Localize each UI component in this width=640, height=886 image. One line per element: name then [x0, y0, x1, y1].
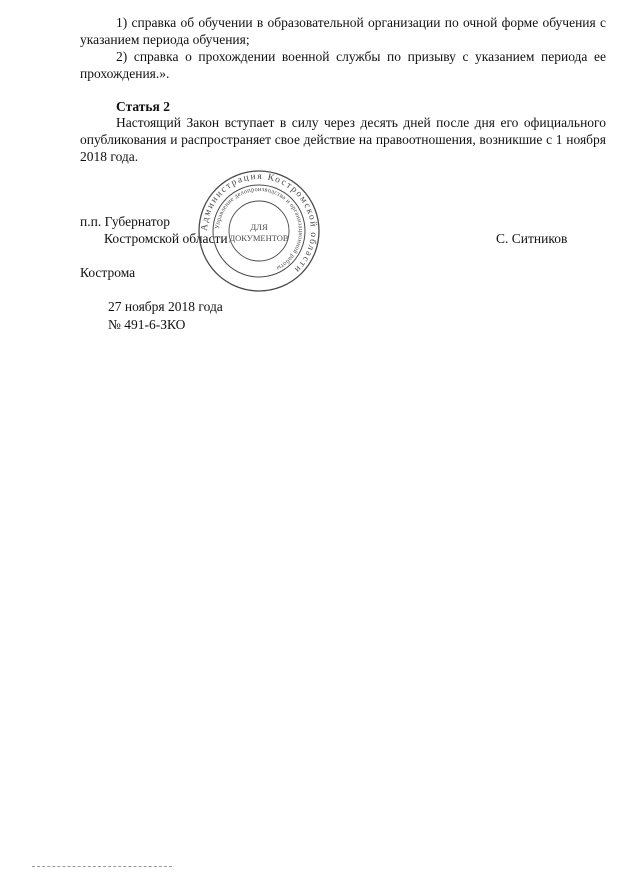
- list-item-2: 2) справка о прохождении военной службы по призыву с указанием периода ее прохождения.».: [80, 49, 606, 81]
- signature-title-line1: п.п. Губернатор: [80, 214, 170, 229]
- law-date: 27 ноября 2018 года: [108, 299, 223, 314]
- seal-center-line2: ДОКУМЕНТОВ: [229, 233, 289, 243]
- seal-inner-text: Управление делопроизводства и организационной работы: [214, 185, 305, 272]
- article-heading: Статья 2: [116, 99, 170, 114]
- signature-name: С. Ситников: [496, 231, 568, 246]
- place-of-signing: Кострома: [80, 265, 136, 280]
- list-item-1: 1) справка об обучении в образовательной организации по очной форме обучения с указанием периода обучения;: [80, 15, 606, 47]
- seal-center-line1: ДЛЯ: [250, 222, 268, 232]
- article-text: Настоящий Закон вступает в силу через десять дней после дня его официального опубликования и распространяет свое действие на правоотношения, возникшие с 1 ноября 2018 года.: [80, 115, 606, 164]
- scan-edge-mark: [32, 866, 172, 868]
- signature-title-line2: Костромской области: [104, 231, 228, 246]
- law-number: № 491-6-ЗКО: [108, 317, 186, 332]
- official-seal: [196, 168, 322, 294]
- seal-ring-text: Администрация Костромской области: [199, 171, 319, 276]
